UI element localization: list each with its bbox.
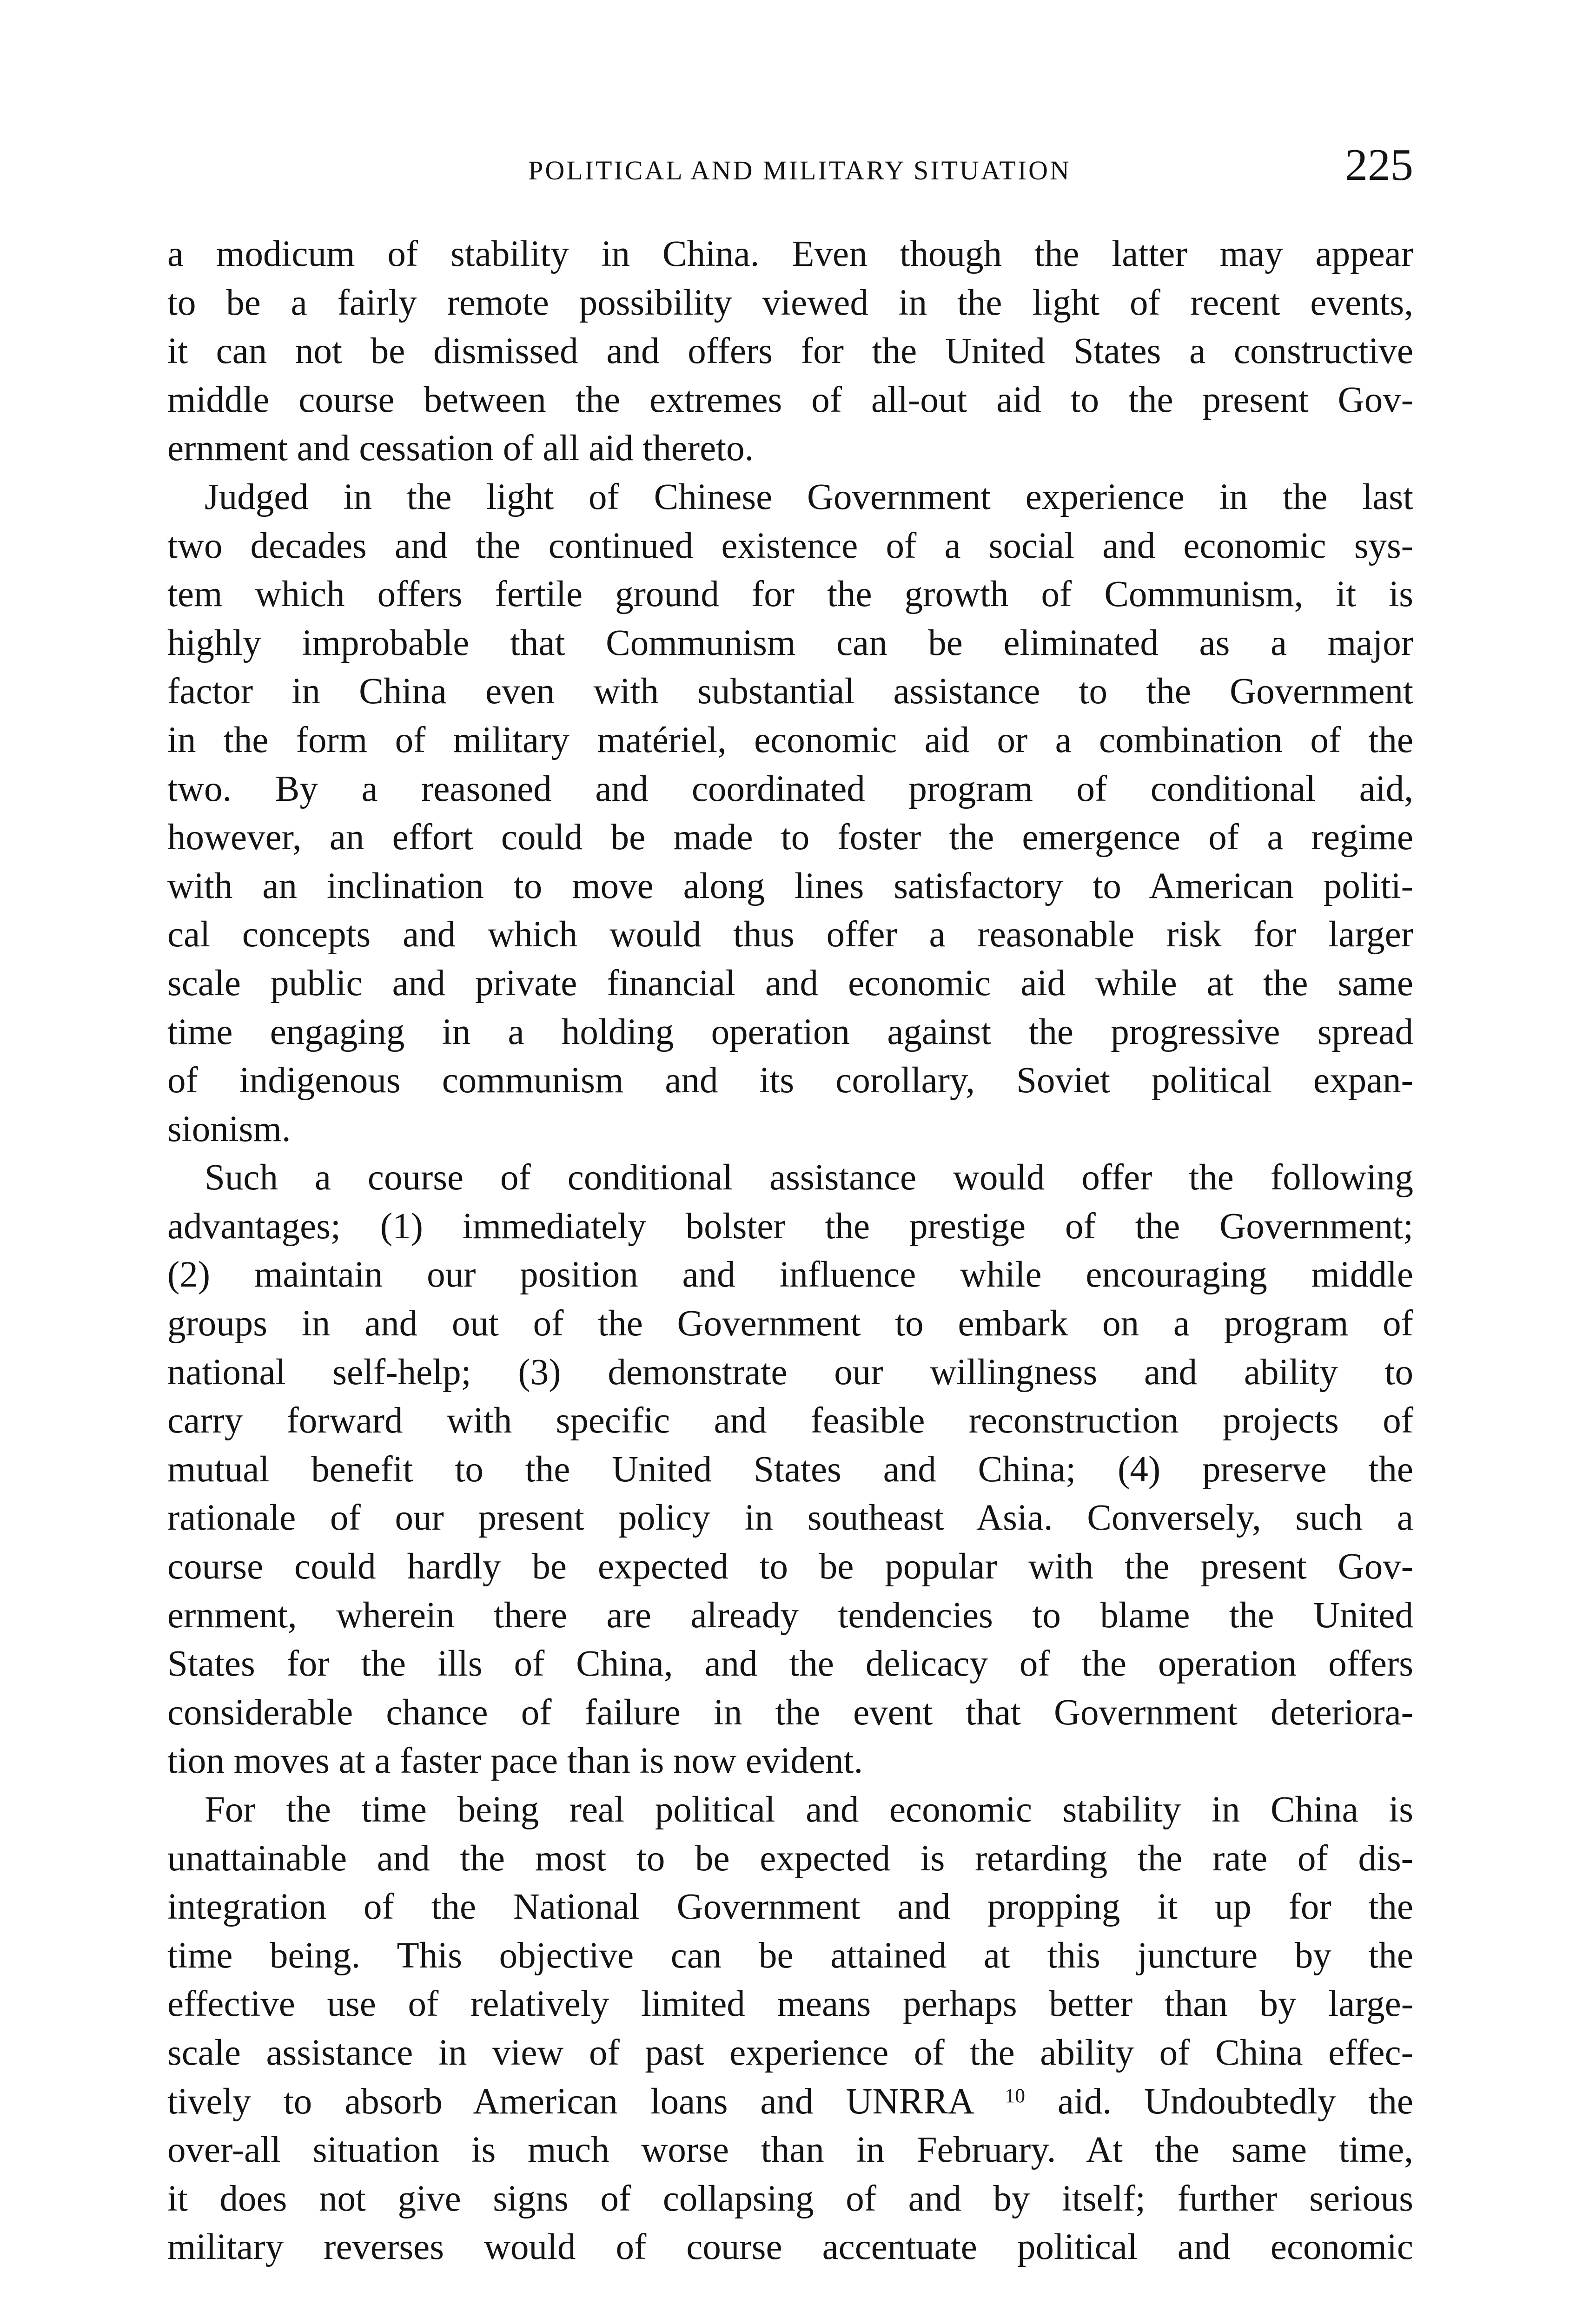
text-line: tion moves at a faster pace than is now evident. [167, 1741, 863, 1782]
text-line: of indigenous communism and its corollary, Soviet political expan- [167, 1060, 1413, 1101]
text-line: integration of the National Government and propping it up for the [167, 1887, 1413, 1928]
text-line: (2) maintain our position and influence while encouraging middle [167, 1254, 1413, 1295]
text-line: rationale of our present policy in southeast Asia. Conversely, such a [167, 1498, 1413, 1538]
text-line: States for the ills of China, and the delicacy of the operation offers [167, 1644, 1413, 1684]
text-line: course could hardly be expected to be popular with the present Gov- [167, 1546, 1413, 1587]
paragraph-1 [167, 230, 1413, 473]
text-line: ernment and cessation of all aid thereto. [167, 428, 754, 469]
text-line: For the time being real political and economic stability in China is [205, 1789, 1413, 1830]
text-line: two decades and the continued existence of a social and economic sys- [167, 525, 1413, 566]
text-line: considerable chance of failure in the event that Government deteriora- [167, 1692, 1413, 1733]
footnote-reference[interactable]: 10 [1005, 2084, 1025, 2107]
text-line: in the form of military matériel, economic aid or a combination of the [167, 720, 1413, 760]
text-line: it can not be dismissed and offers for the United States a constructive [167, 331, 1413, 372]
text-line: cal concepts and which would thus offer a reasonable risk for larger [167, 914, 1413, 955]
text-line: however, an effort could be made to foster the emergence of a regime [167, 817, 1413, 858]
text-line: sionism. [167, 1109, 291, 1149]
text-line: groups in and out of the Government to embark on a program of [167, 1303, 1413, 1344]
text-line: to be a fairly remote possibility viewed in the light of recent events, [167, 282, 1413, 323]
text-segment: tively to absorb American loans and UNRRA [167, 2081, 973, 2122]
body-text [167, 230, 1413, 2272]
text-line: highly improbable that Communism can be eliminated as a major [167, 622, 1413, 663]
text-line: Judged in the light of Chinese Government experience in the last [205, 476, 1413, 517]
paragraph-2 [167, 473, 1413, 1154]
text-line: time engaging in a holding operation against the progressive spread [167, 1011, 1413, 1052]
text-line-with-footnote-ref [167, 2078, 1413, 2126]
running-head [167, 139, 1413, 191]
text-line: middle course between the extremes of all-out aid to the present Gov- [167, 379, 1413, 420]
text-line: factor in China even with substantial assistance to the Government [167, 671, 1413, 712]
text-line: ernment, wherein there are already tendencies to blame the United [167, 1595, 1413, 1636]
text-line: tem which offers fertile ground for the growth of Communism, it is [167, 574, 1413, 615]
text-line: a modicum of stability in China. Even though the latter may appear [167, 234, 1413, 274]
running-title: POLITICAL AND MILITARY SITUATION [528, 155, 1071, 185]
text-line: military reverses would of course accentuate political and economic [167, 2227, 1413, 2268]
text-line: national self-help; (3) demonstrate our willingness and ability to [167, 1352, 1413, 1393]
text-line: over-all situation is much worse than in February. At the same time, [167, 2130, 1413, 2171]
text-line: carry forward with specific and feasible reconstruction projects of [167, 1400, 1413, 1441]
text-line: effective use of relatively limited means perhaps better than by large- [167, 1984, 1413, 2025]
text-segment: aid. Undoubtedly the [1025, 2081, 1413, 2122]
text-line: unattainable and the most to be expected is retarding the rate of dis- [167, 1838, 1413, 1879]
text-line: two. By a reasoned and coordinated program of conditional aid, [167, 768, 1413, 809]
text-line: scale public and private financial and economic aid while at the same [167, 963, 1413, 1004]
text-line: Such a course of conditional assistance would offer the following [205, 1157, 1413, 1198]
text-line: time being. This objective can be attained at this juncture by the [167, 1935, 1413, 1976]
paragraph-4 [167, 1786, 1413, 2272]
text-line: scale assistance in view of past experience of the ability of China effec- [167, 2032, 1413, 2073]
text-line: advantages; (1) immediately bolster the prestige of the Government; [167, 1206, 1413, 1247]
text-line: mutual benefit to the United States and China; (4) preserve the [167, 1449, 1413, 1490]
text-line: with an inclination to move along lines satisfactory to American politi- [167, 865, 1413, 906]
page-number: 225 [1345, 140, 1413, 190]
paragraph-3 [167, 1154, 1413, 1786]
text-line: it does not give signs of collapsing of and by itself; further serious [167, 2178, 1413, 2219]
